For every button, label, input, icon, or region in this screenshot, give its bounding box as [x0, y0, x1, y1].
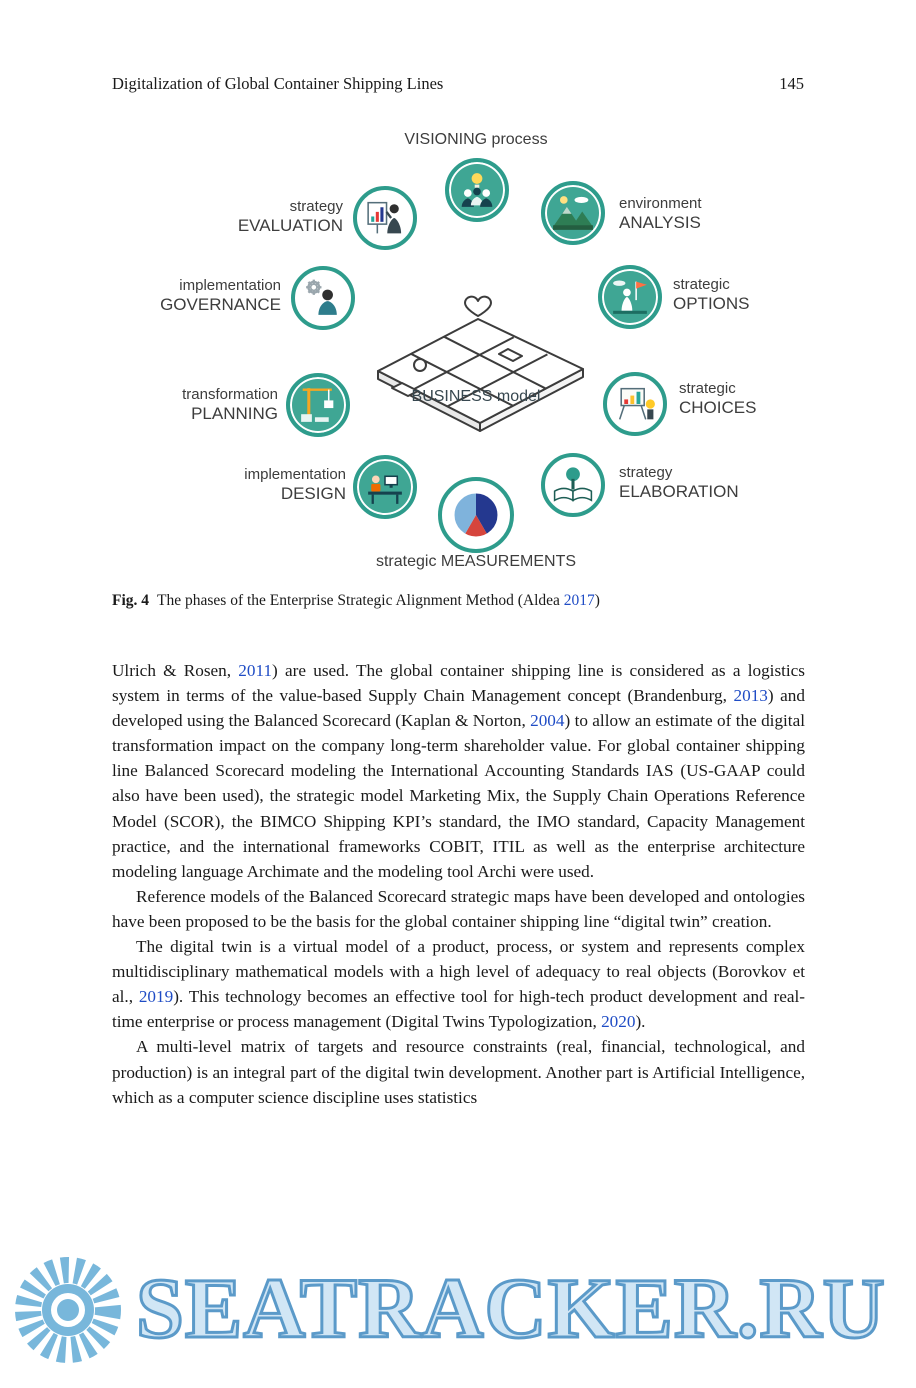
strategy-evaluation-icon	[353, 186, 417, 250]
phase-label-implementation-design: implementation DESIGN	[244, 466, 346, 503]
implementation-design-icon	[353, 455, 417, 519]
phase-label-visioning: VISIONING process	[404, 131, 548, 148]
phase-label-strategic-measurements: strategic MEASUREMENTS	[375, 553, 577, 570]
body-text	[112, 658, 805, 1110]
phase-label-implementation-governance: implementation GOVERNANCE	[160, 277, 281, 314]
citation-link[interactable]: 2020	[601, 1012, 636, 1032]
paragraph: Ulrich & Rosen, 2011) are used. The global container shipping line is considered as a logistics system in terms of the value-based Supply Chain Management concept (Brandenburg, 2013) and developed using the Balanced Scorecard (Kaplan & Norton, 2004) to allow an estimate of the digital transformation impact on the company long-term shareholder value. For global container shipping line Balanced Scorecard modeling the International Accounting Standards IAS (US-GAAP could also have been used), the strategic model Marketing Mix, the Supply Chain Operations Reference Model (SCOR), the BIMCO Shipping KPI’s standard, the IMO standard, Capacity Management practice, and the international frameworks COBIT, ITIL as well as the enterprise architecture modeling language Archimate and the modeling tool Archi were used.	[112, 661, 805, 881]
phase-label-strategy-elaboration: strategy ELABORATION	[619, 464, 739, 501]
strategic-options-icon	[598, 265, 662, 329]
phase-label-strategic-options: strategic OPTIONS	[673, 276, 750, 313]
paragraph: Reference models of the Balanced Scorecard strategic maps have been developed and ontologies have been proposed to be the basis for the global container shipping line “digital twin” creation.	[112, 886, 805, 931]
phase-label-transformation-planning: transformation PLANNING	[182, 386, 278, 423]
paragraph: The digital twin is a virtual model of a product, process, or system and represents complex multidisciplinary mathematical models with a high level of adequacy to real objects (Borovkov et al., 2019). This technology becomes an effective tool for high-tech product development and real-time enterprise or process management (Digital Twins Typologization, 2020).	[112, 937, 805, 1032]
running-title: Digitalization of Global Container Shipping Lines	[112, 74, 444, 93]
figure-caption: Fig. 4 The phases of the Enterprise Strategic Alignment Method (Aldea 2017)	[112, 592, 600, 609]
phase-label-environment-analysis: environment ANALYSIS	[619, 195, 702, 232]
paragraph: A multi-level matrix of targets and resource constraints (real, financial, technological, and production) is an integral part of the digital twin development. Another part is Artificial Intelligence, which as a computer science discipline uses statistics	[112, 1037, 805, 1107]
strategic-measurements-icon	[438, 477, 514, 553]
caption-label: Fig. 4	[112, 592, 150, 609]
running-head	[112, 74, 804, 94]
strategy-elaboration-icon	[541, 453, 605, 517]
transformation-planning-icon	[286, 373, 350, 437]
watermark-text: SEATRACKER.RU	[136, 1260, 886, 1356]
citation-link[interactable]: 2004	[530, 711, 565, 731]
environment-analysis-icon	[541, 181, 605, 245]
citation-link[interactable]: 2019	[138, 987, 174, 1007]
visioning-icon	[445, 158, 509, 222]
business-model-canvas-illustration	[358, 283, 598, 438]
phase-label-strategy-evaluation: strategy EVALUATION	[237, 198, 343, 235]
business-model-label: BUSINESS model	[411, 388, 541, 405]
figure-esam-diagram	[0, 120, 916, 582]
citation-link[interactable]: 2013	[733, 686, 768, 706]
implementation-governance-icon	[291, 266, 355, 330]
sun-logo-icon	[8, 1250, 128, 1370]
phase-label-strategic-choices: strategic CHOICES	[679, 380, 757, 417]
citation-link[interactable]: 2011	[238, 661, 273, 680]
page-number: 145	[779, 74, 804, 93]
strategic-choices-icon	[603, 372, 667, 436]
citation-link[interactable]: 2017	[563, 592, 595, 609]
watermark	[0, 1248, 916, 1378]
